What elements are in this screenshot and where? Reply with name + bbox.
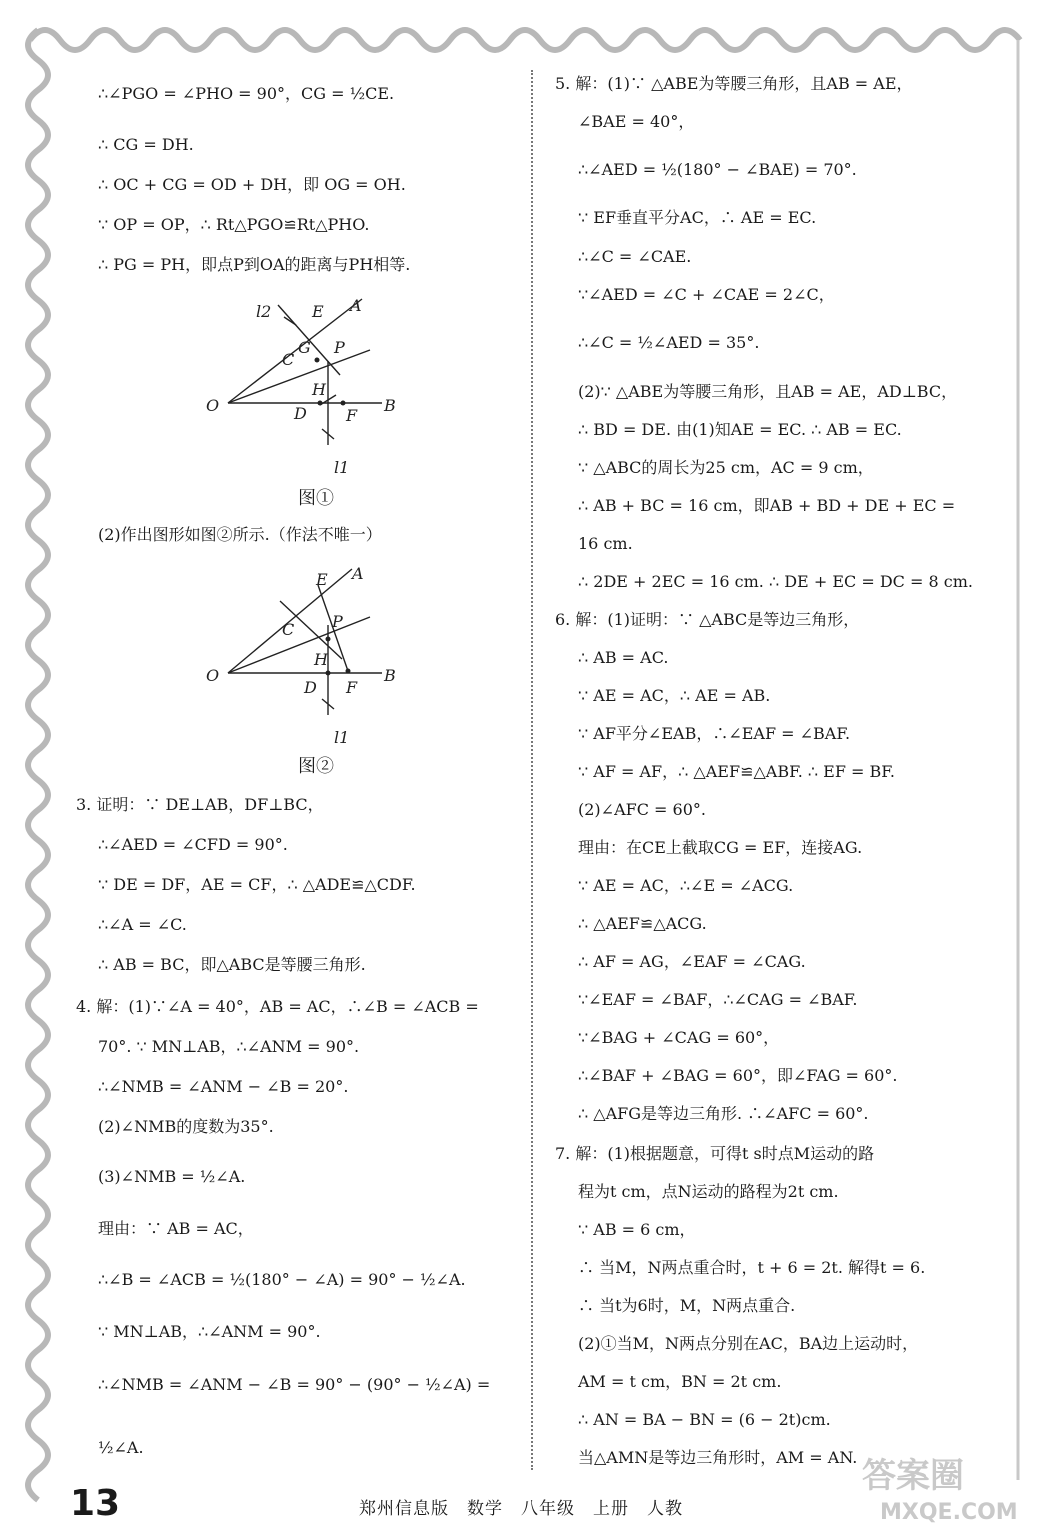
- question-6-line: ∵ AF = AF，∴ △AEF≌△ABF. ∴ EF = BF.: [578, 762, 895, 781]
- question-3-line: ∵ DE = DF，AE = CF，∴ △ADE≌△CDF.: [98, 875, 416, 894]
- question-6-line: ∴ AB = AC.: [578, 648, 669, 667]
- footer-text: 郑州信息版 数学 八年级 上册 人教: [359, 1499, 683, 1519]
- figure-1-caption: 图①: [298, 488, 334, 509]
- question-6-line: ∴ AF = AG，∠EAF = ∠CAG.: [578, 952, 806, 971]
- question-5-line: ∴ AB + BC = 16 cm，即AB + BD + DE + EC =: [578, 496, 956, 515]
- question-5-line: ∴∠C = ½∠AED = 35°.: [578, 333, 760, 352]
- label-E: E: [312, 302, 324, 321]
- question-5-line: (2)∵ △ABE为等腰三角形，且AB = AE，AD⊥BC，: [578, 382, 958, 401]
- question-6-line: ∴ △AEF≌△ACG.: [578, 914, 707, 933]
- label-l2: l2: [256, 302, 272, 321]
- text-line: ∴ CG = DH.: [98, 135, 194, 154]
- column-divider: [531, 70, 533, 1470]
- label-C: C: [282, 350, 295, 369]
- text-line: ∵ OP = OP，∴ Rt△PGO≌Rt△PHO.: [98, 215, 370, 234]
- label-G: G: [298, 338, 311, 357]
- question-6-line: ∴ △AFG是等边三角形. ∴∠AFC = 60°.: [578, 1104, 869, 1123]
- question-4-line: 理由：∵ AB = AC，: [98, 1219, 254, 1238]
- question-5-line: ∴ 2DE + 2EC = 16 cm. ∴ DE + EC = DC = 8 cm.: [578, 572, 973, 591]
- question-5-line: ∴ BD = DE. 由(1)知AE = EC. ∴ AB = EC.: [578, 420, 902, 439]
- question-7-line: ∵ AB = 6 cm，: [578, 1220, 696, 1239]
- question-5-line: ∵ △ABC的周长为25 cm，AC = 9 cm，: [578, 458, 874, 477]
- question-5-line: ∴∠AED = ½(180° − ∠BAE) = 70°.: [578, 160, 857, 179]
- label-E: E: [316, 570, 328, 589]
- label-C: C: [282, 620, 295, 639]
- question-7-line: AM = t cm，BN = 2t cm.: [578, 1372, 782, 1391]
- question-6-line: ∵∠EAF = ∠BAF，∴∠CAG = ∠BAF.: [578, 990, 858, 1009]
- question-5-line: 16 cm.: [578, 534, 633, 553]
- label-F: F: [346, 406, 358, 425]
- watermark-url: MXQE.COM: [880, 1500, 1018, 1525]
- label-P: P: [334, 338, 345, 357]
- question-4-line: 4. 解：(1)∵∠A = 40°，AB = AC，∴∠B = ∠ACB =: [76, 997, 479, 1016]
- question-6-line: ∵ AE = AC，∴∠E = ∠ACG.: [578, 876, 794, 895]
- question-4-line: ∴∠B = ∠ACB = ½(180° − ∠A) = 90° − ½∠A.: [98, 1270, 466, 1289]
- question-7-line: 程为t cm，点N运动的路程为2t cm.: [578, 1182, 839, 1201]
- label-D: D: [294, 404, 307, 423]
- question-5-line: ∴∠C = ∠CAE.: [578, 247, 692, 266]
- label-B: B: [384, 666, 396, 685]
- question-7-line: 当△AMN是等边三角形时，AM = AN.: [578, 1448, 858, 1467]
- question-6-line: ∵∠BAG + ∠CAG = 60°，: [578, 1028, 780, 1047]
- page-number: 13: [70, 1483, 121, 1524]
- question-7-line: ∴ AN = BA − BN = (6 − 2t)cm.: [578, 1410, 831, 1429]
- question-7-line: ∴ 当M，N两点重合时，t + 6 = 2t. 解得t = 6.: [578, 1258, 926, 1277]
- label-B: B: [384, 396, 396, 415]
- question-4-line: ∴∠NMB = ∠ANM − ∠B = 90° − (90° − ½∠A) =: [98, 1375, 491, 1394]
- label-P: P: [332, 612, 343, 631]
- question-3-line: ∴ AB = BC，即△ABC是等腰三角形.: [98, 955, 366, 974]
- question-6-line: ∴∠BAF + ∠BAG = 60°，即∠FAG = 60°.: [578, 1066, 898, 1085]
- question-4-line: (3)∠NMB = ½∠A.: [98, 1167, 246, 1186]
- question-7-line: (2)①当M，N两点分别在AC，BA边上运动时，: [578, 1334, 919, 1353]
- question-7-line: 7. 解：(1)根据题意，可得t s时点M运动的路: [555, 1144, 875, 1163]
- geometry-figure-1: [200, 295, 410, 480]
- question-4-line: (2)∠NMB的度数为35°.: [98, 1117, 274, 1136]
- question-6-line: (2)∠AFC = 60°.: [578, 800, 706, 819]
- text-line: ∴∠PGO = ∠PHO = 90°，CG = ½CE.: [98, 84, 395, 103]
- label-O: O: [206, 396, 220, 415]
- label-A: A: [350, 296, 362, 315]
- label-H: H: [312, 380, 326, 399]
- label-A: A: [352, 565, 364, 583]
- question-6-line: ∵ AF平分∠EAB，∴∠EAF = ∠BAF.: [578, 724, 851, 743]
- question-6-line: 理由：在CE上截取CG = EF，连接AG.: [578, 838, 863, 857]
- question-3-line: ∴∠A = ∠C.: [98, 915, 187, 934]
- text-line: ∴ PG = PH，即点P到OA的距离与PH相等.: [98, 255, 411, 274]
- question-6-line: ∵ AE = AC，∴ AE = AB.: [578, 686, 771, 705]
- question-3-line: 3. 证明：∵ DE⊥AB，DF⊥BC，: [76, 795, 324, 814]
- label-H: H: [314, 650, 328, 669]
- figure-2-caption: 图②: [298, 756, 334, 777]
- geometry-figure-2: [200, 565, 410, 750]
- label-F: F: [346, 678, 358, 697]
- text-line: (2)作出图形如图②所示.（作法不唯一）: [98, 525, 382, 544]
- label-l1: l1: [334, 728, 350, 747]
- question-5-line: ∵∠AED = ∠C + ∠CAE = 2∠C，: [578, 285, 835, 304]
- label-l1: l1: [334, 458, 350, 477]
- label-O: O: [206, 666, 220, 685]
- question-5-line: ∵ EF垂直平分AC，∴ AE = EC.: [578, 208, 817, 227]
- question-4-line: ∴∠NMB = ∠ANM − ∠B = 20°.: [98, 1077, 349, 1096]
- label-D: D: [304, 678, 317, 697]
- question-5-line: ∠BAE = 40°，: [578, 112, 695, 131]
- question-4-line: 70°. ∵ MN⊥AB，∴∠ANM = 90°.: [98, 1037, 360, 1056]
- question-5-line: 5. 解：(1)∵ △ABE为等腰三角形，且AB = AE，: [555, 74, 913, 93]
- question-6-line: 6. 解：(1)证明：∵ △ABC是等边三角形，: [555, 610, 860, 629]
- question-7-line: ∴ 当t为6时，M，N两点重合.: [578, 1296, 796, 1315]
- question-4-line: ½∠A.: [98, 1438, 144, 1457]
- question-4-line: ∵ MN⊥AB，∴∠ANM = 90°.: [98, 1322, 321, 1341]
- watermark-logo: 答案圈: [862, 1456, 964, 1496]
- question-3-line: ∴∠AED = ∠CFD = 90°.: [98, 835, 288, 854]
- text-line: ∴ OC + CG = OD + DH，即 OG = OH.: [98, 175, 406, 194]
